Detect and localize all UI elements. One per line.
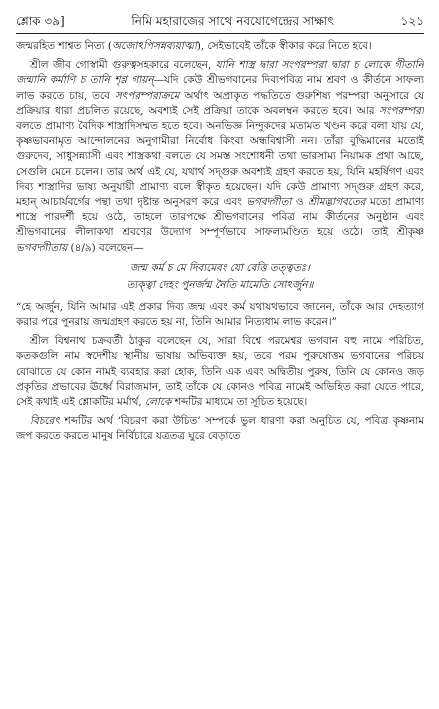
text-run: (৪/৯) বলেছেন—	[67, 241, 144, 254]
paragraph-p1	[16, 58, 424, 256]
book-page	[16, 14, 424, 700]
verse-line-1: জন্ম কর্ম চ মে দিব্যমেবং যো বেত্তি তত্ত্বতঃ।	[130, 261, 310, 274]
paragraph-p0	[16, 39, 424, 54]
text-run: শ্রীল জীব গোস্বামী গুরুত্বসহকারে বলেছেন,	[30, 59, 216, 72]
text-run: ), সেইভাবেই তাঁকে স্বীকার করে নিতে হবে।	[196, 40, 372, 52]
paragraph-p2	[16, 300, 424, 330]
italic-text: শ্রীমদ্ভাগবতের	[307, 196, 366, 209]
italic-text: সংপরম্পরা	[379, 104, 424, 117]
text-run: অর্থাৎ অপ্রাকৃত পদ্ধতিতে গুরুশিষ্য পরম্পরা অনুসারে যে প্রক্রিয়ার ধারা প্রচলিত রয়েছে, অবশ্যই সেই প্রক্রিয়া তাকে অবলম্বন করতে হবে। আর	[16, 89, 424, 117]
italic-text: ভগবদ্গীতায়	[16, 241, 68, 254]
text-run: ও	[291, 196, 308, 209]
text-run: মতো প্রামাণ্য শাস্ত্রে পারদর্শী হয়ে ওঠে, তাহলে তারপক্ষে শ্রীভগবানের পবিত্র নাম কীর্তনের অনুষ্ঠান এবং শ্রীভগবানের লীলাকথা শ্রবণের উদ্যোগ সম্পূর্ণভাবে সাফল্যমণ্ডিত হয়ে ওঠে। তাই শ্রীকৃষ্ণ	[16, 196, 424, 239]
text-run: শব্দটির অর্থ ‘বিচরণ করা উচিত’ সম্পর্কে ভুল ধারণা করা অনুচিত যে, পবিত্র কৃষ্ণনাম জপ করতে করতে মানুষ নির্বিচারে যত্রতত্র ঘুরে বেড়াতে	[16, 415, 424, 443]
italic-text: অজোঽপিসন্নব্যয়াত্মা	[111, 40, 197, 52]
italic-text: যানি শাস্ত্র দ্বারা সংপরম্পরা দ্বারা চ লোকে গীতানি জন্মানি কর্মাণি চ তানি শৃণ্ণ গায়ন্—	[16, 59, 424, 87]
page-number: ১২১	[400, 14, 424, 28]
verse-line-2: ত্যক্ত্বা দেহং পুনর্জন্ম নৈতি মামেতি সোঽর্জুন॥	[126, 278, 314, 291]
body-text-before-verse	[16, 39, 424, 256]
text-run: “হে অর্জুন, যিনি আমার এই প্রকার দিব্য জন্ম এবং কর্ম যথাযথভাবে জানেন, তাঁকে আর দেহত্যাগ করার পরে পুনরায় জন্মগ্রহণ করতে হয় না, তিনি আমার নিত্যধাম লাভ করেন।”	[16, 300, 424, 329]
verse-block	[16, 260, 424, 294]
text-run: শ্রীল বিশ্বনাথ চক্রবর্তী ঠাকুর বলেছেন যে, সারা বিশ্বে পরমেশ্বর ভগবান বহু নামে পরিচিত, কতকগুলি নাম স্বদেশীয় স্থানীয় ভাষায় অভিব্যক্ত হয়, তবে পরম পুরুষোত্তম ভগবানের পরিচয় বোঝাতে যে কোন নামই ব্যবহার করা হোক, তিনি এক এবং অদ্বিতীয় পুরুষ, তিনি যে কোনও জড় প্রকৃতির প্রভাবের ঊর্ধ্বে বিরাজমান, তাই তাঁকে যে কোনও পবিত্র নামেই অভিহিত করা যেতে পারে, সেই কথাই এই শ্লোকটির মর্মার্থ,	[16, 335, 424, 409]
italic-text: বিচরেৎ	[30, 415, 60, 428]
text-run: শব্দটির মাধ্যমে তা সূচিত হয়েছে।	[171, 396, 308, 409]
paragraph-p4	[16, 414, 424, 444]
chapter-title: নিমি মহারাজের সাথে নবযোগেন্দ্রের সাক্ষাৎ	[131, 14, 334, 28]
text-run: জন্মরহিত শাশ্বত নিত্য (	[16, 40, 112, 52]
italic-text: লোকে	[144, 396, 172, 409]
text-run: যদি কেউ শ্রীভগবানের দিব্যপবিত্র নাম শ্রবণ ও কীর্তনে সাফল্য লাভ করতে চায়, তবে	[16, 74, 424, 102]
italic-text: সৎপরম্পরাক্রমে	[114, 89, 180, 102]
text-run: বলতে প্রামাণ্য বৈদিক শাস্ত্রাদিসম্মত হতে হবে। অনভিজ্ঞ নিন্দুকদের মতামত খণ্ডন করে বলা যায় যে, কৃষ্ণভাবনামৃত আন্দোলনের অনুগামীরা নির্বোধ কিংবা অন্ধবিশ্বাসী নন। তাঁরা বুদ্ধিমানের মতোই গুরুদেব, সাধুসন্ন্যাসী এবং শাস্ত্রকথা বলতে যে সমস্ত সংশোধনী তথা ভারসাম্য নিয়ামক প্রথা আছে, সেগুলি মেনে চলেন। তার অর্থ এই যে, যথার্থ সদ্গুরু অবশ্যই গ্রহণ করতে হয়, যিনি মহর্ষিগণ এবং দিব্য শাস্ত্রাদির ভাষ্য অনুযায়ী প্রামাণ্য বলে স্বীকৃত হয়েছেন। যদি কেউ প্রামাণ্য সদ্গুরু গ্রহণ করে, মহান্ আচার্যবর্গের পন্থা তথা দৃষ্টান্ত অনুসরণ করে এবং	[16, 120, 424, 209]
page-header	[16, 14, 424, 34]
italic-text: ভগবদ্গীতা	[246, 196, 292, 209]
paragraph-p3	[16, 334, 424, 410]
shloka-reference: শ্লোক ৩৯]	[16, 14, 65, 28]
body-text-after-verse	[16, 300, 424, 445]
